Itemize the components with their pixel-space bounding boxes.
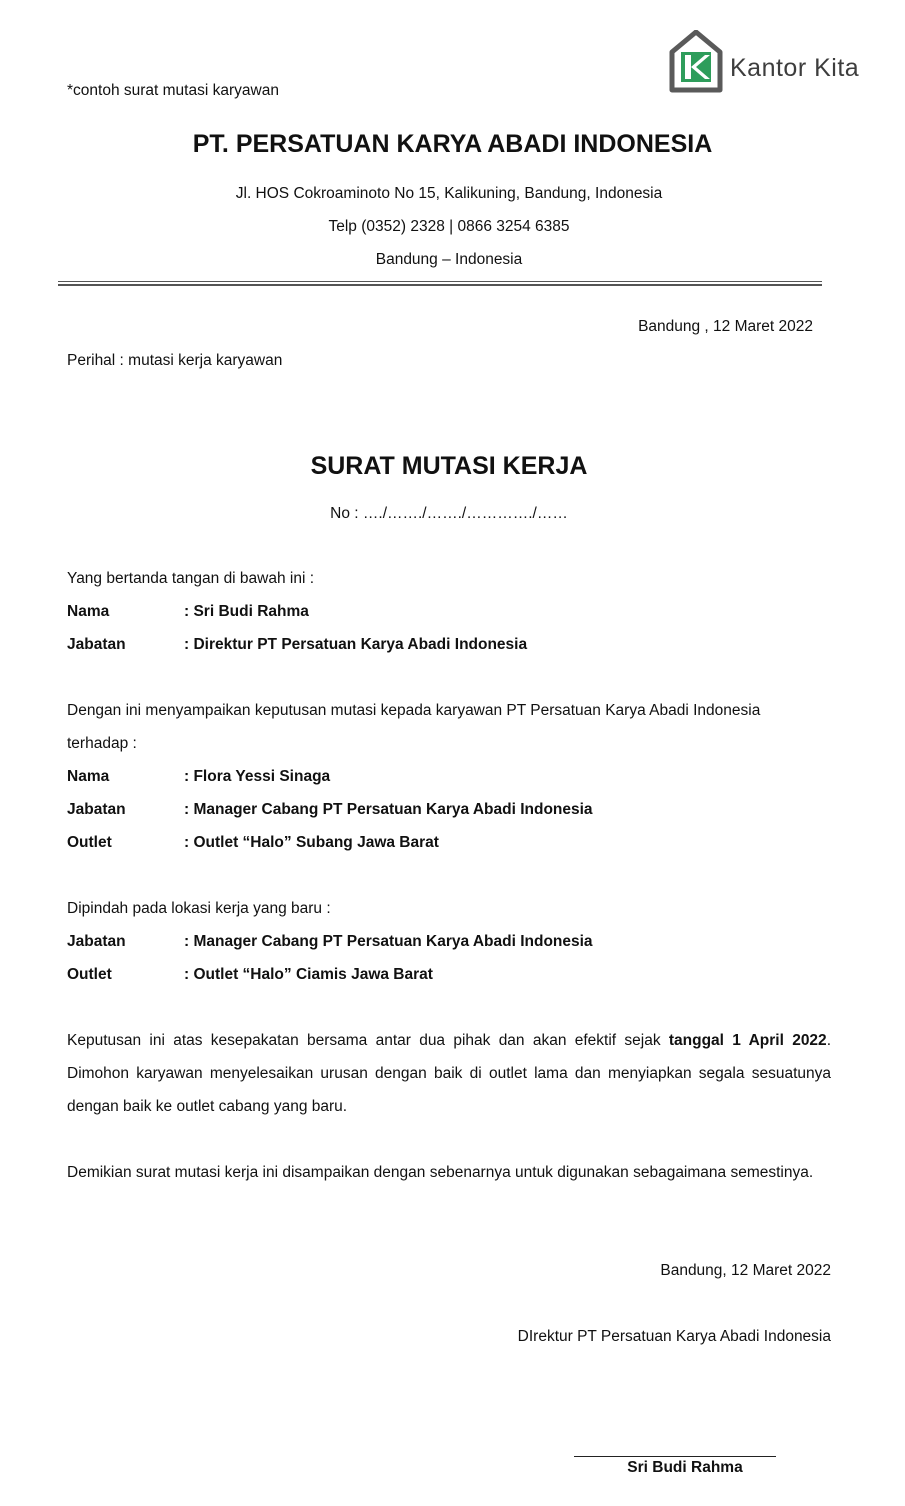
- field-value: : Sri Budi Rahma: [184, 603, 309, 620]
- field-label: Nama: [67, 768, 110, 785]
- letter-date: Bandung , 12 Maret 2022: [638, 318, 813, 335]
- company-city: Bandung – Indonesia: [375, 251, 523, 268]
- closing-paragraph: Demikian surat mutasi kerja ini disampaikan dengan sebenarnya untuk digunakan sebagaimana semestinya.: [67, 1164, 814, 1181]
- employee-position-row: [67, 801, 827, 823]
- letter-title: SURAT MUTASI KERJA: [310, 452, 588, 480]
- new-location-intro: Dipindah pada lokasi kerja yang baru :: [67, 900, 331, 917]
- employee-name-row: [67, 768, 827, 790]
- field-label: Outlet: [67, 966, 112, 983]
- brand-logo: [668, 30, 878, 96]
- statement-line-1: Dengan ini menyampaikan keputusan mutasi kepada karyawan PT Persatuan Karya Abadi Indonesia: [67, 702, 761, 719]
- field-value: : Manager Cabang PT Persatuan Karya Abadi Indonesia: [184, 801, 593, 818]
- field-label: Jabatan: [67, 933, 126, 950]
- field-label: Jabatan: [67, 636, 126, 653]
- signature-name: Sri Budi Rahma: [627, 1459, 743, 1476]
- signer-name-row: [67, 603, 827, 625]
- header-divider-thick: [58, 284, 822, 286]
- effective-date: tanggal 1 April 2022: [668, 1032, 827, 1049]
- employee-outlet-row: [67, 834, 827, 856]
- signature-line: [574, 1456, 776, 1457]
- new-position-row: [67, 933, 827, 955]
- field-label: Nama: [67, 603, 110, 620]
- decision-text-1: Keputusan ini atas kesepakatan bersama antar dua pihak dan akan efektif sejak: [67, 1032, 669, 1049]
- field-label: Outlet: [67, 834, 112, 851]
- subject-line: Perihal : mutasi kerja karyawan: [67, 352, 283, 369]
- field-value: : Manager Cabang PT Persatuan Karya Abadi Indonesia: [184, 933, 593, 950]
- field-label: Jabatan: [67, 801, 126, 818]
- sample-note: *contoh surat mutasi karyawan: [67, 82, 279, 99]
- letter-number: No : …./……./……./…………./……: [330, 505, 568, 522]
- field-value: : Outlet “Halo” Ciamis Jawa Barat: [184, 966, 433, 983]
- company-address: Jl. HOS Cokroaminoto No 15, Kalikuning, Bandung, Indonesia: [235, 185, 663, 202]
- signature-title: DIrektur PT Persatuan Karya Abadi Indonesia: [517, 1328, 831, 1345]
- decision-text-2: . Dimohon karyawan menyelesaikan urusan dengan baik di outlet lama dan menyiapkan segala sesuatunya dengan baik ke outlet cabang yang baru.: [67, 1032, 831, 1115]
- signature-date: Bandung, 12 Maret 2022: [660, 1262, 831, 1279]
- field-value: : Outlet “Halo” Subang Jawa Barat: [184, 834, 439, 851]
- brand-name: Kantor Kita: [730, 54, 860, 82]
- k-house-logo-icon: [668, 30, 724, 94]
- statement-line-2: terhadap :: [67, 735, 137, 752]
- company-phone: Telp (0352) 2328 | 0866 3254 6385: [328, 218, 570, 235]
- field-value: : Flora Yessi Sinaga: [184, 768, 331, 785]
- decision-paragraph: [67, 1024, 831, 1123]
- intro-text: Yang bertanda tangan di bawah ini :: [67, 570, 315, 587]
- signer-position-row: [67, 636, 827, 658]
- new-outlet-row: [67, 966, 827, 988]
- company-name: PT. PERSATUAN KARYA ABADI INDONESIA: [192, 130, 713, 158]
- header-divider: [58, 281, 822, 282]
- field-value: : Direktur PT Persatuan Karya Abadi Indonesia: [184, 636, 528, 653]
